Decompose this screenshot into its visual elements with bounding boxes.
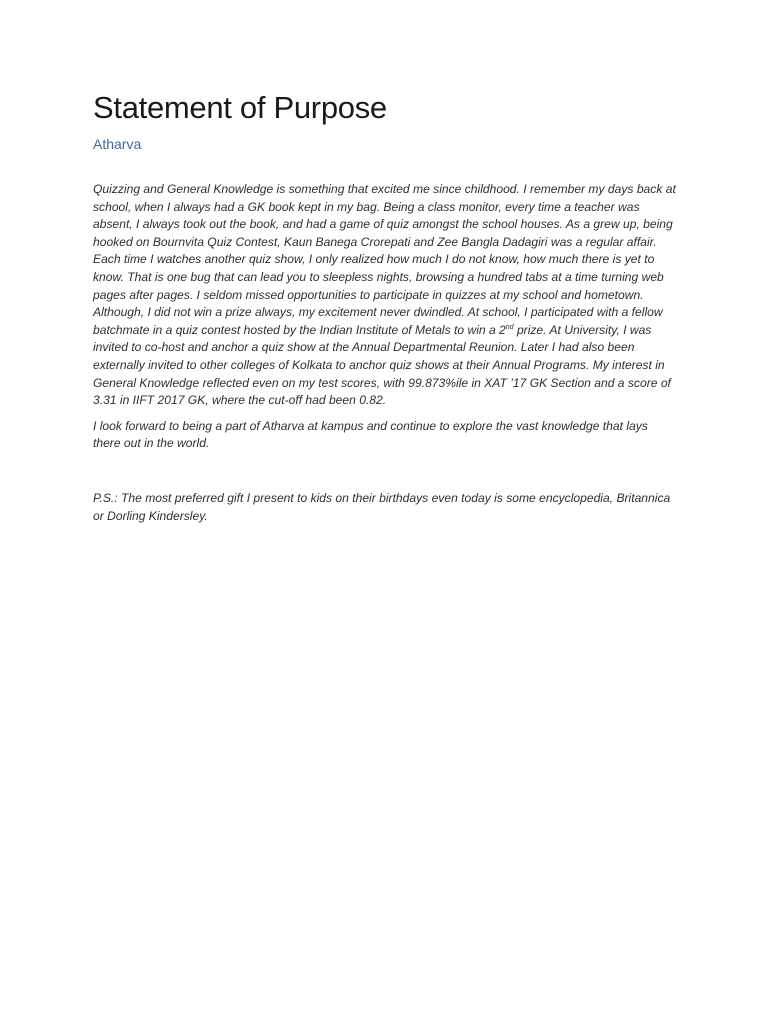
paragraph-body [93,181,678,410]
document-content [93,86,678,525]
paragraph-body-text-start: Quizzing and General Knowledge is something that excited me since childhood. I remember my days back at school, when I always had a GK book kept in my bag. Being a class monitor, every time a teacher was absent, I always took out the book, and had a game of quiz amongst the school houses. As a grew up, being hooked on Bournvita Quiz Contest, Kaun Banega Crorepati and Zee Bangla Dadagiri was a regular affair. Each time I watches another quiz show, I only realized how much I do not know, how much there is yet to know. That is one bug that can lead you to sleepless nights, browsing a hundred tabs at a time turning web pages after pages. I seldom missed opportunities to participate in quizzes at my school and hometown. Although, I did not win a prize always, my excitement never dwindled. At school, I participated with a fellow batchmate in a quiz contest hosted by the Indian Institute of Metals to win a 2 [93,182,676,337]
paragraph-postscript: P.S.: The most preferred gift I present to kids on their birthdays even today is some encyclopedia, Britannica or Dorling Kindersley. [93,490,671,523]
paragraph-closing: I look forward to being a part of Atharva at kampus and continue to explore the vast knowledge that lays there out in the world. [93,418,648,451]
document-author: Atharva [93,136,142,152]
paragraph-body-text-end: prize. At University, I was invited to co-host and anchor a quiz show at the Annual Departmental Reunion. Later I had also been externally invited to other colleges of Kolkata to anchor quiz shows at their Annual Programs. My interest in General Knowledge reflected even on my test scores, with 99.873%ile in XAT ’17 GK Section and a score of 3.31 in IIFT 2017 GK, where the cut-off had been 0.82. [93,322,671,408]
document-title: Statement of Purpose [93,90,387,125]
ordinal-superscript: nd [505,323,514,331]
